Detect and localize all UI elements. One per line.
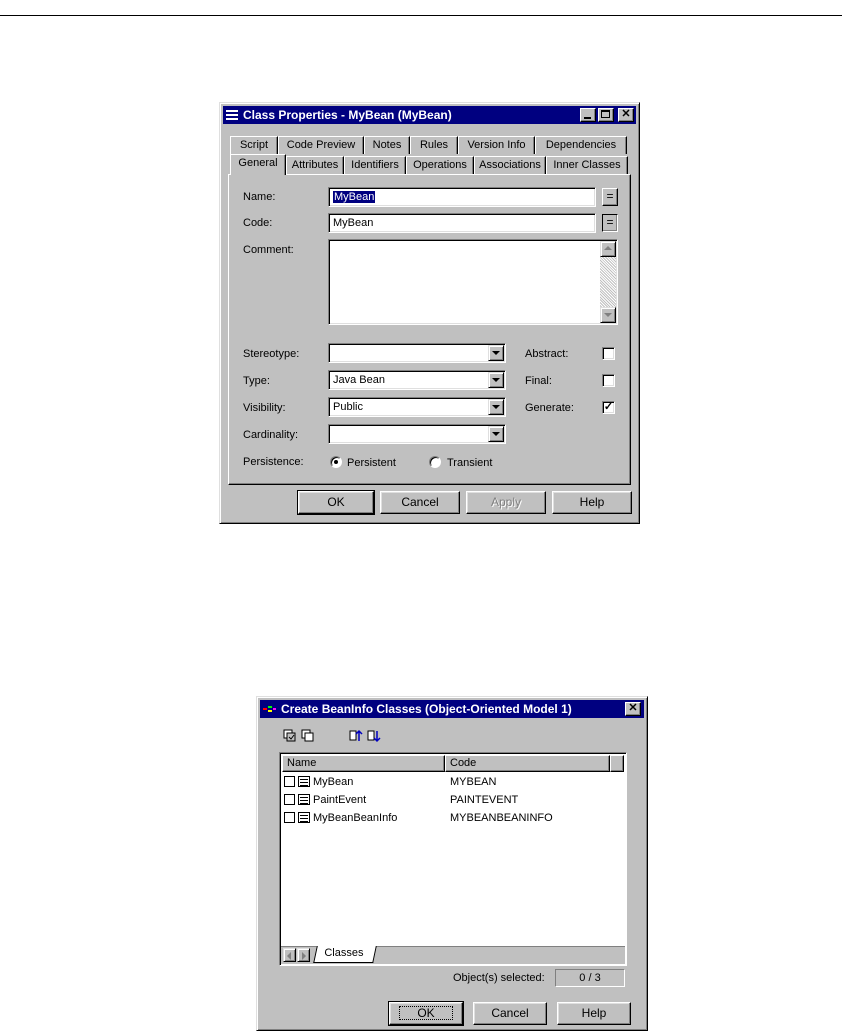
create-beaninfo-titlebar[interactable] (260, 700, 644, 718)
scroll-down-button[interactable] (600, 307, 616, 323)
classes-list[interactable] (279, 752, 627, 966)
code-field[interactable]: MyBean (328, 213, 596, 233)
tab-scroll-left-button[interactable] (283, 948, 296, 962)
class-icon (298, 794, 310, 805)
row-name: PaintEvent (313, 794, 367, 806)
comment-textarea[interactable] (328, 239, 618, 325)
persistent-radio[interactable] (330, 456, 342, 468)
row-checkbox[interactable] (284, 794, 295, 805)
row-name: MyBean (313, 776, 354, 788)
maximize-icon[interactable] (598, 108, 614, 122)
name-code-sync-button[interactable]: = (602, 188, 618, 206)
type-combobox[interactable] (328, 370, 506, 390)
minimize-icon[interactable] (580, 108, 596, 122)
row-checkbox[interactable] (284, 776, 295, 787)
ok-label: OK (399, 1006, 452, 1020)
tab-attributes[interactable]: Attributes (286, 156, 344, 174)
tab-associations[interactable]: Associations (474, 156, 546, 174)
class-properties-titlebar[interactable] (223, 106, 636, 124)
radio-selected-dot (334, 460, 338, 464)
tab-general[interactable]: General (230, 154, 286, 175)
class-properties-dialog (219, 102, 640, 524)
comment-scrollbar[interactable] (600, 241, 616, 323)
move-down-icon[interactable] (367, 729, 381, 743)
system-menu-icon[interactable] (226, 110, 238, 120)
close-icon[interactable]: ✕ (625, 702, 641, 716)
tab-notes[interactable]: Notes (364, 136, 410, 154)
visibility-label: Visibility: (243, 402, 286, 414)
cardinality-combobox[interactable] (328, 424, 506, 444)
visibility-dropdown-button[interactable] (488, 399, 504, 415)
sheet-tab-classes[interactable] (313, 946, 377, 963)
selected-count-label: Object(s) selected: (453, 972, 545, 984)
abstract-label: Abstract: (525, 348, 569, 360)
app-logo-icon (263, 704, 277, 714)
persistent-radio-label[interactable]: Persistent (347, 457, 396, 469)
comment-label: Comment: (243, 244, 294, 256)
name-field[interactable] (328, 187, 596, 207)
row-code: MYBEAN (450, 776, 497, 788)
deselect-all-icon[interactable] (301, 729, 315, 743)
dialog-title: Class Properties - MyBean (MyBean) (243, 108, 452, 122)
transient-radio-label[interactable]: Transient (447, 457, 493, 469)
generate-checkbox[interactable]: ✓ (603, 401, 614, 413)
page-header-rule (0, 15, 842, 16)
visibility-value: Public (333, 401, 363, 413)
name-value: MyBean (334, 191, 375, 203)
move-up-icon[interactable] (349, 729, 363, 743)
type-dropdown-button[interactable] (488, 372, 504, 388)
column-header-name[interactable]: Name (282, 755, 445, 772)
name-label: Name: (243, 191, 276, 203)
scroll-up-button[interactable] (600, 241, 616, 257)
stereotype-label: Stereotype: (243, 348, 300, 360)
tab-script[interactable]: Script (230, 136, 278, 154)
close-icon[interactable]: ✕ (618, 108, 634, 122)
cancel-button[interactable]: Cancel (473, 1002, 547, 1025)
help-button[interactable]: Help (552, 491, 632, 514)
column-header-filler (610, 755, 624, 772)
tab-scroll-right-button[interactable] (297, 948, 310, 962)
create-beaninfo-dialog (256, 696, 648, 1031)
apply-button[interactable]: Apply (466, 491, 546, 514)
tab-code-preview[interactable]: Code Preview (278, 136, 364, 154)
tab-identifiers[interactable]: Identifiers (344, 156, 406, 174)
tab-inner-classes[interactable]: Inner Classes (546, 156, 628, 174)
general-tab-panel (228, 174, 631, 485)
list-item[interactable] (282, 773, 622, 791)
stereotype-dropdown-button[interactable] (488, 345, 504, 361)
code-name-sync-button[interactable]: = (602, 214, 618, 232)
sheet-tab-label: Classes (324, 947, 364, 959)
type-value: Java Bean (333, 374, 385, 386)
generate-label: Generate: (525, 402, 574, 414)
final-label: Final: (525, 375, 552, 387)
tab-operations[interactable]: Operations (406, 156, 474, 174)
cardinality-dropdown-button[interactable] (488, 426, 504, 442)
ok-button[interactable]: OK (298, 491, 374, 514)
help-button[interactable]: Help (557, 1002, 631, 1025)
selected-count-value: 0 / 3 (555, 969, 625, 987)
list-item[interactable] (282, 791, 622, 809)
row-code: MYBEANBEANINFO (450, 812, 553, 824)
tab-rules[interactable]: Rules (410, 136, 458, 154)
visibility-combobox[interactable] (328, 397, 506, 417)
persistence-label: Persistence: (243, 456, 304, 468)
dialog-title: Create BeanInfo Classes (Object-Oriented Model 1) (281, 702, 572, 716)
sheet-tab-strip (281, 946, 625, 964)
abstract-checkbox[interactable] (602, 347, 615, 360)
final-checkbox[interactable] (602, 374, 615, 387)
class-icon (298, 812, 310, 823)
cancel-button[interactable]: Cancel (380, 491, 460, 514)
row-checkbox[interactable] (284, 812, 295, 823)
tab-version-info[interactable]: Version Info (458, 136, 535, 154)
class-icon (298, 776, 310, 787)
select-all-icon[interactable] (283, 729, 297, 743)
cardinality-label: Cardinality: (243, 429, 299, 441)
list-item[interactable] (282, 809, 622, 827)
tab-dependencies[interactable]: Dependencies (535, 136, 627, 154)
row-code: PAINTEVENT (450, 794, 519, 806)
type-label: Type: (243, 375, 270, 387)
ok-button[interactable] (389, 1002, 463, 1025)
code-label: Code: (243, 217, 273, 229)
stereotype-combobox[interactable] (328, 343, 506, 363)
column-header-code[interactable]: Code (445, 755, 610, 772)
transient-radio[interactable] (429, 456, 441, 468)
row-name: MyBeanBeanInfo (313, 812, 398, 824)
